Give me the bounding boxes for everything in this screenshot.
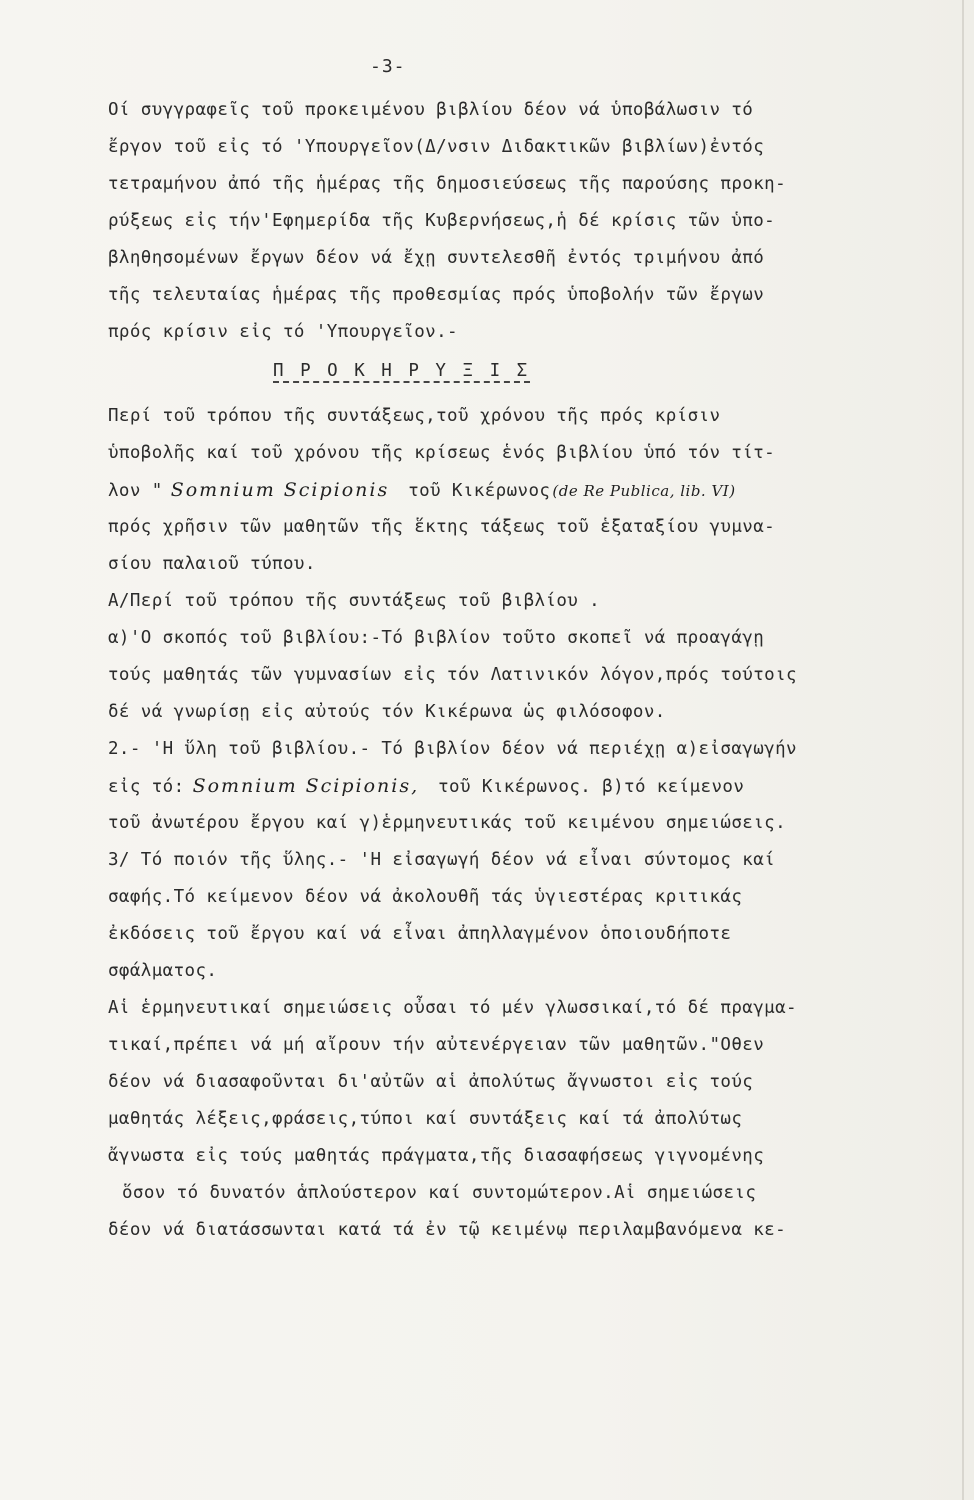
- text-line: σίου παλαιοῦ τύπου.: [108, 554, 316, 574]
- text-line: 3/ Τό ποιόν τῆς ὕλης.- 'Η εἰσαγωγή δέον νά εἶναι σύντομος καί: [108, 850, 776, 870]
- title-author: τοῦ Κικέρωνος: [408, 481, 551, 501]
- handwritten-somnium: Somnium Scipionis,: [192, 775, 420, 797]
- document-body: [108, 92, 948, 1249]
- page-edge-shadow: [962, 0, 964, 1500]
- text-line: πρός κρίσιν εἰς τό 'Υπουργεῖον.-: [108, 322, 458, 342]
- text-line: τούς μαθητάς τῶν γυμνασίων εἰς τόν Λατινικόν λόγον,πρός τούτοις: [108, 665, 797, 685]
- title-line: [108, 472, 948, 509]
- section-heading: [108, 351, 948, 398]
- handwritten-title: Somnium Scipionis: [170, 479, 390, 501]
- text-line: Περί τοῦ τρόπου τῆς συντάξεως,τοῦ χρόνου τῆς πρός κρίσιν: [108, 406, 721, 426]
- text-line: δέον νά διασαφοῦνται δι'αὐτῶν αἱ ἀπολύτως ἄγνωστοι εἰς τούς: [108, 1072, 754, 1092]
- text-line: δέον νά διατάσσωνται κατά τά ἐν τῷ κειμένῳ περιλαμβανόμενα κε-: [108, 1220, 787, 1240]
- somnium-suffix: τοῦ Κικέρωνος. β)τό κείμενον: [438, 777, 745, 797]
- text-line: ὑποβολῆς καί τοῦ χρόνου τῆς κρίσεως ἑνός βιβλίου ὑπό τόν τίτ-: [108, 443, 776, 463]
- somnium-prefix: εἰς τό:: [108, 777, 185, 797]
- text-line: τοῦ ἀνωτέρου ἔργου καί γ)ἑρμηνευτικάς τοῦ κειμένου σημειώσεις.: [108, 813, 787, 833]
- text-line: ὅσον τό δυνατόν ἁπλούστερον καί συντομώτερον.Αἱ σημειώσεις: [122, 1183, 757, 1203]
- title-prefix: λον ": [108, 481, 163, 501]
- text-line: 2.- 'Η ὕλη τοῦ βιβλίου.- Τό βιβλίον δέον νά περιέχῃ α)εἰσαγωγήν: [108, 739, 797, 759]
- text-line: ἐκδόσεις τοῦ ἔργου καί νά εἶναι ἀπηλλαγμένον ὁποιουδήποτε: [108, 924, 732, 944]
- text-line: τικαί,πρέπει νά μή αἴρουν τήν αὐτενέργειαν τῶν μαθητῶν."Οθεν: [108, 1035, 765, 1055]
- text-line: σφάλματος.: [108, 961, 218, 981]
- text-line: μαθητάς λέξεις,φράσεις,τύποι καί συντάξεις καί τά ἀπολύτως: [108, 1109, 743, 1129]
- page-number: -3-: [370, 56, 406, 77]
- text-line: τετραμήνου ἀπό τῆς ἡμέρας τῆς δημοσιεύσεως τῆς παρούσης προκη-: [108, 174, 787, 194]
- heading-text: Π Ρ Ο Κ Η Ρ Υ Ξ Ι Σ: [273, 361, 531, 381]
- text-line: ρύξεως εἰς τήν'Εφημερίδα τῆς Κυβερνήσεως,ἡ δέ κρίσις τῶν ὑπο-: [108, 211, 776, 231]
- text-line: τῆς τελευταίας ἡμέρας τῆς προθεσμίας πρός ὑποβολήν τῶν ἔργων: [108, 285, 765, 305]
- text-line: α)'Ο σκοπός τοῦ βιβλίου:-Τό βιβλίον τοῦτο σκοπεῖ νά προαγάγῃ: [108, 628, 765, 648]
- text-line: πρός χρῆσιν τῶν μαθητῶν τῆς ἕκτης τάξεως τοῦ ἑξαταξίου γυμνα-: [108, 517, 776, 537]
- somnium-line: [108, 768, 948, 805]
- text-line: δέ νά γνωρίσῃ εἰς αὐτούς τόν Κικέρωνα ὡς φιλόσοφον.: [108, 702, 666, 722]
- text-line: Α/Περί τοῦ τρόπου τῆς συντάξεως τοῦ βιβλίου .: [108, 591, 601, 611]
- handwritten-reference: (de Re Publica, lib. VI): [552, 482, 736, 500]
- text-line: Αἱ ἑρμηνευτικαί σημειώσεις οὖσαι τό μέν γλωσσικαί,τό δέ πραγμα-: [108, 998, 797, 1018]
- text-line: βληθησομένων ἔργων δέον νά ἔχῃ συντελεσθῆ ἐντός τριμήνου ἀπό: [108, 248, 765, 268]
- text-line: σαφής.Τό κείμενον δέον νά ἀκολουθῆ τάς ὑγιεστέρας κριτικάς: [108, 887, 743, 907]
- text-line: Οί συγγραφεῖς τοῦ προκειμένου βιβλίου δέον νά ὑποβάλωσιν τό: [108, 100, 754, 120]
- text-line: ἔργον τοῦ εἰς τό 'Υπουργεῖον(Δ/νσιν Διδακτικῶν βιβλίων)ἐντός: [108, 137, 765, 157]
- text-line: ἄγνωστα εἰς τούς μαθητάς πράγματα,τῆς διασαφήσεως γιγνομένης: [108, 1146, 765, 1166]
